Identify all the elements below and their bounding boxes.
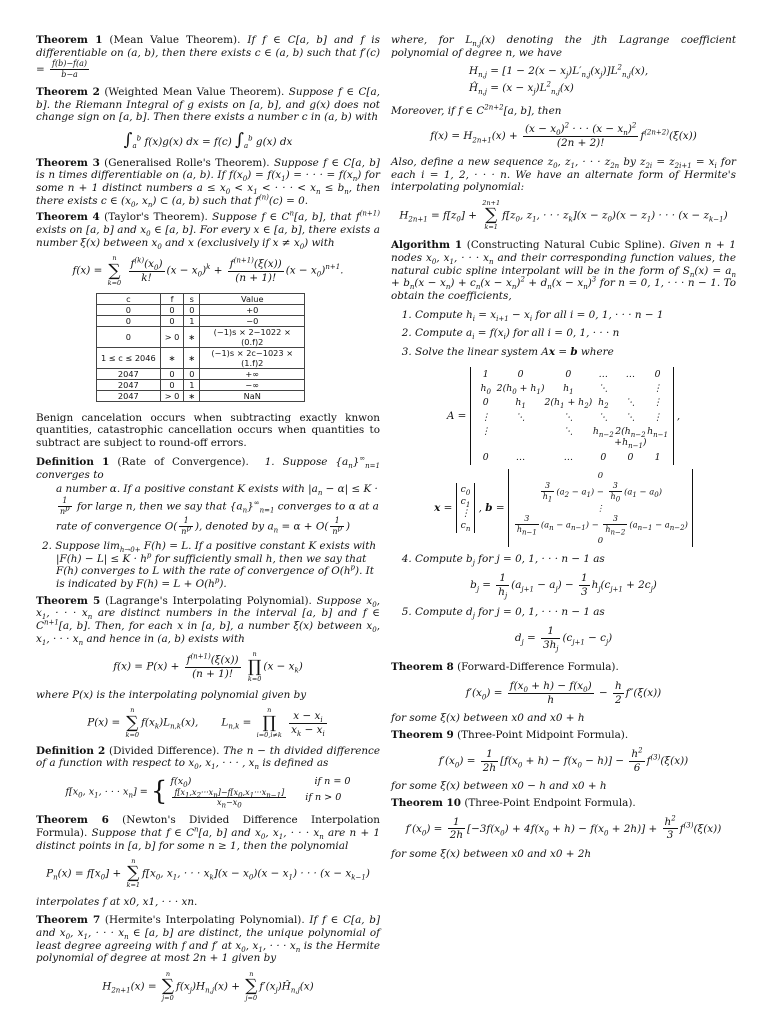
definition-1-name: (Rate of Convergence). <box>117 455 249 468</box>
theorem-7-name: (Hermite's Interpolating Polynomial). <box>104 914 305 927</box>
table-cell: 0 <box>97 326 161 347</box>
table-cell: ∗ <box>184 326 200 347</box>
table-cell: 0 <box>160 304 184 315</box>
definition-2-name: (Divided Difference). <box>109 744 220 757</box>
theorem-2 <box>36 86 380 124</box>
lagrange-error-equation: f(x) = P(x) + $\frac{f^{(n+1)}(\xi(x))}{(n + 1)!}$ n ∏ k=0 $(x - x_k)$ <box>113 650 303 683</box>
table-cell: 0 <box>160 315 184 326</box>
table-header: f <box>160 293 184 304</box>
table-header: Value <box>200 293 305 304</box>
table-row <box>97 304 305 315</box>
lagrange-polynomial-equation: P(x) = n ∑ k=0 $f(x_k)L_{n,k}(x)$, $L_{n,k}$ = n ∏ i=0,i≠k $\frac{x - x_i}{x_k - x_i}$ <box>87 706 325 739</box>
midpoint-equation: $f'(x_0)$ = $\frac{1}{2h}$ $[f(x_0 + h) - f(x_0 - h)]$ − $\frac{h^2}{6}$ $f^{(3)}(\xi(x))$ <box>438 746 689 774</box>
theorem-9-after: for some ξ(x) between x0 − h and x0 + h <box>391 780 607 793</box>
theorem-4: Theorem 4 (Taylor's Theorem). Suppose f ∈ $C^n[a$, b], that $f^{(n+1)}$ exists on [a, b] and $x_0$ ∈ [a, b]. For every x ∈ [a, b], there exists a number ξ(x) between $x_0$ and x (exclusively if $x \ne x_0$) with <box>36 209 380 251</box>
table-cell: 0 <box>184 304 200 315</box>
theorem-4-label: Theorem 4 <box>36 211 100 224</box>
table-cell: 2047 <box>97 390 161 401</box>
theorem-5: Theorem 5 (Lagrange's Interpolating Polynomial). Suppose $x_0$, $x_1$, · · · $x_n$ are distinct numbers in the interval [a, b] and f ∈ $C^{n+1}[a$, b]. Then, for each x in [a, b], a number ξ(x) between $x_0$, $x_1$, · · · $x_n$ and hence in (a, b) exists with <box>36 594 380 647</box>
theorem-8 <box>391 661 736 674</box>
table-cell: −∞ <box>200 379 305 390</box>
hermite-polynomial-equation: $H_{2n+1}(x)$ = n ∑ j=0 $f(x_j)H_{n,j}(x)$ + n ∑ j=0 $f'(x_j)Ĥ_{n,j}(x)$ <box>102 970 314 1003</box>
theorem-4-name: (Taylor's Theorem). <box>104 211 208 224</box>
endpoint-equation: $f'(x_0)$ = $\frac{1}{2h}$ $[-3f(x_0) + 4f(x_0 + h) - f(x_0 + 2h)]$ + $\frac{h^2}{3}$ $f^{(3)}(\xi(x))$ <box>405 814 722 842</box>
table-cell: 2047 <box>97 379 161 390</box>
table-header: c <box>97 293 161 304</box>
theorem-7-label: Theorem 7 <box>36 914 101 927</box>
theorem-5-label: Theorem 5 <box>36 594 101 607</box>
table-cell: > 0 <box>160 390 184 401</box>
theorem-8-after: for some ξ(x) between x0 and x0 + h <box>391 712 585 725</box>
theorem-10-name: (Three-Point Endpoint Formula). <box>464 796 636 809</box>
hermite-error-equation: $f(x) = H_{2n+1}(x)$ + $\frac{(x - x_0)^2 \cdot \cdot \cdot (x - x_n)^2}{(2n + 2)!}$ $f^{(2n+2)}(\xi(x))$ <box>430 121 697 150</box>
theorem-6-name: (Newton's Divided Difference Interpolation Formula). <box>36 814 380 839</box>
table-cell: > 0 <box>160 326 184 347</box>
theorem-2-label: Theorem 2 <box>36 85 100 98</box>
algorithm-1: Algorithm 1 (Constructing Natural Cubic Spline). Given n + 1 nodes $x_0$, $x_1$, · · · $x_n$ and their corresponding function values, the natural cubic spline interpolant will be in the form of $S_n(x) = a_n + b_n(x - x_n) + c_n(x - x_n)^2 + d_n(x - x_n)^3$ for n = 0, 1, · · · n − 1. To obtain the coefficients, <box>391 239 737 302</box>
table-cell: NaN <box>200 390 305 401</box>
theorem-9 <box>391 729 736 742</box>
theorem-6-label: Theorem 6 <box>36 814 109 827</box>
theorem-1-label: Theorem 1 <box>36 34 103 46</box>
definition-1: Definition 1 (Rate of Convergence). 1. Suppose $\{a_n\}^\infty_{n=1}$ converges to a number α. If a positive constant K exists with $|a_n - \alpha| \le K$ · $\frac{1}{n^p}$ for large n, then we say that $\{a_n\}^\infty_{n=1}$ converges to α at a rate of convergence O( $\frac{1}{n^p}$ ), denoted by $a_n = \alpha + O$( $\frac{1}{n^p}$ ) 2. Suppose $\lim_{h\to 0+} F(h) = L$. If a positive constant K exists with $|F(h) - L| \le K \cdot h^p$ for sufficiently small h, then we say that F(h) converges to L with the rate of convergence of $O(h^p)$. It is indicated by $F(h) = L + O(h^p)$. <box>36 454 380 590</box>
table-cell: 0 <box>97 315 161 326</box>
table-row <box>97 326 305 347</box>
table-cell: ∗ <box>160 347 184 368</box>
table-cell: 0 <box>97 304 161 315</box>
definition-2-label: Definition 2 <box>36 744 106 757</box>
theorem-8-name: (Forward-Difference Formula). <box>457 661 619 674</box>
step-5: 5. Compute $d_j$ for j = 0, 1, · · · n − 1 as $d_j$ = $\frac{1}{3h_j}$ $(c_{j+1} - c_j)$ <box>415 606 736 651</box>
table-cell: +∞ <box>200 368 305 379</box>
also-text: Also, define a new sequence $z_0$, $z_1$, · · · $z_{2n}$ by $z_{2i} = z_{2i+1} = x_i$ for each i = 1, 2, · · · n. We have an alternate form of Hermite's interpolating polynomial: <box>391 155 736 194</box>
divided-difference-equation: $f[x_0$, $x_1$, · · · $x_n$] = { $f(x_0)$ if n = 0 $\frac{f[x_1,x_2\cdot\cdot\cdot x_n]-f[x_0,x_1\cdot\cdot\cdot x_{n-1}]}{x_n-x_0}$ if n > 0 <box>65 776 351 811</box>
table-cell: (−1)s × 2−1022 × (0.f)2 <box>200 326 305 347</box>
theorem-10-label: Theorem 10 <box>391 796 461 809</box>
definition-2: Definition 2 (Divided Difference). The n − th divided difference of a function with respect to $x_0$, $x_1$, · · · , $x_n$ is defined as <box>36 744 381 772</box>
table-cell: 1 ≤ c ≤ 2046 <box>97 347 161 368</box>
moreover-text: Moreover, if f ∈ $C^{2n+2}[a$, b], then <box>391 103 562 117</box>
table-cell: (−1)s × 2c−1023 × (1.f)2 <box>200 347 305 368</box>
table-row <box>97 390 305 401</box>
taylor-equation: f(x) = n ∑ k=0 $\frac{f^{(k)}(x_0)}{k!}$ $(x - x_0)^k$ + $\frac{f^{(n+1)}(\xi(x))}{(n + 1)!}$ $(x - x_0)^{n+1}$. <box>72 254 344 287</box>
algorithm-steps <box>391 309 736 652</box>
theorem-8-label: Theorem 8 <box>391 661 454 674</box>
table-cell: ∗ <box>184 390 200 401</box>
table-cell: −0 <box>200 315 305 326</box>
theorem-6-after: interpolates f at x0, x1, · · · xn. <box>36 895 198 908</box>
table-cell: 0 <box>184 368 200 379</box>
weighted-mvt-equation: $\int_a^b$ f(x)g(x) dx = f(c) $\int_a^b$ g(x) dx <box>123 129 293 151</box>
theorem-7: Theorem 7 (Hermite's Interpolating Polynomial). If f ∈ C[a, b] and $x_0$, $x_1$, · · · $x_n$ ∈ [a, b] are distinct, the unique polynomial of least degree agreeing with f and f′ at $x_0$, $x_1$, · · · $x_n$ is the Hermite polynomial of degree at most 2n + 1 given by <box>36 914 381 965</box>
table-cell: 0 <box>160 379 184 390</box>
right-column <box>391 34 736 865</box>
theorem-5-name: (Lagrange's Interpolating Polynomial). <box>105 594 312 607</box>
algorithm-1-label: Algorithm 1 <box>391 239 463 252</box>
step-1: 1. Compute $h_i = x_{i+1} - x_i$ for all i = 0, 1, · · · n − 1 <box>415 309 736 322</box>
step-3: 3. Solve the linear system Ax = b where A = 1 0 0 … … 0 $h_0$ $2(h_0 + h_1)$ $h_1$ ⋱ ⋮ 0 $h_1$ $2(h_1 + h_2)$ $h_2$ ⋱ ⋮ ⋮ ⋱ ⋱ ⋱ ⋱ ⋮ ⋮ ⋱ $h_{n-2}$ $2(h_{n-2}$ $+h_{n-1}$) $h_{n-1}$ 0 … … 0 0 1 , x = $c_0$ $c_1$ ⋮ $c_n$ , b = 0 $\frac{3}{h_1}$ $(a_2 - a_1)$ − $\frac{3}{h_0}$ $(a_1 - a_0)$ ⋮ $\frac{3}{h_{n-1}}$ $(a_n - a_{n-1})$ − $\frac{3}{h_{n-2}}$ $(a_{n-1} - a_{n-2})$ 0 <box>415 346 736 547</box>
ieee-754-table <box>96 293 305 402</box>
hermite-basis-equations: $H_{n,j} = [1 - 2(x - x_j)L'_{n,j}(x_j)]L^2_{n,j}(x)$, $Ĥ_{n,j} = (x - x_j)L^2_{n,j}(x)$ <box>469 63 649 97</box>
theorem-3: Theorem 3 (Generalised Rolle's Theorem). Suppose f ∈ C[a, b] is n times differentiable on (a, b). If $f(x_0) = f(x_1)$ = · · · = $f(x_n)$ for some n + 1 distinct numbers $a \le x_0 < x_1$ < · · · < $x_n \le b_n$, then there exists c ∈ ($x_0$, $x_n$) ⊂ (a, b) such that $f^{(n)}(c) = 0$. <box>36 156 380 209</box>
table-cell: 0 <box>160 368 184 379</box>
theorem-2-name: (Weighted Mean Value Theorem). <box>104 85 285 98</box>
table-header: s <box>184 293 200 304</box>
vectors-x-b: x = $c_0$ $c_1$ ⋮ $c_n$ , b = 0 $\frac{3}{h_1}$ $(a_2 - a_1)$ − $\frac{3}{h_0}$ $(a_1 - a_0)$ ⋮ $\frac{3}{h_{n-1}}$ $(a_n - a_{n-1})$ − $\frac{3}{h_{n-2}}$ $(a_{n-1} - a_{n-2})$ 0 <box>391 469 736 547</box>
theorem-1: Theorem 1 (Mean Value Theorem). If f ∈ C[a, b] and f is differentiable on (a, b), then there exists c ∈ (a, b) such that f′(c) = $\frac{f(b)-f(a)}{b-a}$ <box>36 34 380 80</box>
left-column <box>36 34 380 1008</box>
table-row <box>97 379 305 390</box>
theorem-3-label: Theorem 3 <box>36 156 100 169</box>
theorem-10 <box>391 797 736 810</box>
step-2: 2. Compute $a_i = f(x_i)$ for all i = 0, 1, · · · n <box>415 327 736 340</box>
forward-difference-equation: $f'(x_0)$ = $\frac{f(x_0 + h) - f(x_0)}{h}$ − $\frac{h}{2}$ f″(ξ(x)) <box>465 680 662 706</box>
step-4: 4. Compute $b_j$ for j = 0, 1, · · · n − 1 as $b_j$ = $\frac{1}{h_j}$ $(a_{j+1} - a_j)$ − $\frac{1}{3}$ $h_j(c_{j+1} + 2c_j)$ <box>415 553 736 598</box>
table-cell: 1 <box>184 315 200 326</box>
hermite-divided-difference-equation: $H_{2n+1} = f[z_0]$ + 2n+1 ∑ k=1 $f[z_0$, $z_1$, · · · $z_k](x - z_0)(x - z_1)$ · · · $(x - z_{k-1})$ <box>399 198 728 232</box>
theorem-6: Theorem 6 (Newton's Divided Difference Interpolation Formula). Suppose that f ∈ $C^n[a$, b] and $x_0$, $x_1$, · · · $x_n$ are n + 1 distinct points in [a, b] for some n ≥ 1, then the polynomial <box>36 814 380 852</box>
theorem-2-body: Suppose f ∈ C[a, b]. the Riemann Integral of g exists on [a, b], and g(x) does not change sign on [a, b]. Then there exists a number c in (a, b) with <box>36 85 380 124</box>
algorithm-1-name: (Constructing Natural Cubic Spline). <box>466 239 666 252</box>
definition-1-label: Definition 1 <box>36 455 110 468</box>
table-cell: 1 <box>184 379 200 390</box>
table-cell: ∗ <box>184 347 200 368</box>
theorem-3-name: (Generalised Rolle's Theorem). <box>104 156 270 169</box>
hermite-continued: where, for $L_{n,j}(x)$ denoting the jth Lagrange coefficient polynomial of degree n, we have <box>391 34 736 59</box>
table-cell: +0 <box>200 304 305 315</box>
newton-polynomial-equation: $P_n(x) = f[x_0]$ + n ∑ k=1 $f[x_0$, $x_1$, · · · $x_k](x - x_0)(x - x_1)$ · · · $(x - x_{k-1})$ <box>46 857 370 890</box>
cancellation-note: Benign cancelation occurs when subtracting exactly knwon quantities, catastrophic cancellation occurs when quantities to subtract are subject to round-off errors. <box>36 411 380 450</box>
table-row <box>97 315 305 326</box>
theorem-9-name: (Three-Point Midpoint Formula). <box>457 729 629 742</box>
theorem-10-after: for some ξ(x) between x0 and x0 + 2h <box>391 847 592 860</box>
table-row <box>97 347 305 368</box>
table-cell: 2047 <box>97 368 161 379</box>
theorem-5-after: where P(x) is the interpolating polynomial given by <box>36 688 307 701</box>
matrix-A: A = 1 0 0 … … 0 $h_0$ $2(h_0 + h_1)$ $h_1$ ⋱ ⋮ 0 $h_1$ $2(h_1 + h_2)$ $h_2$ ⋱ ⋮ ⋮ ⋱ ⋱ ⋱ ⋱ ⋮ ⋮ ⋱ $h_{n-2}$ $2(h_{n-2}$ $+h_{n-1}$) $h_{n-1}$ 0 … … 0 0 1 , <box>391 367 736 465</box>
theorem-1-name: (Mean Value Theorem). <box>109 34 241 46</box>
table-row <box>97 368 305 379</box>
theorem-9-label: Theorem 9 <box>391 729 454 742</box>
